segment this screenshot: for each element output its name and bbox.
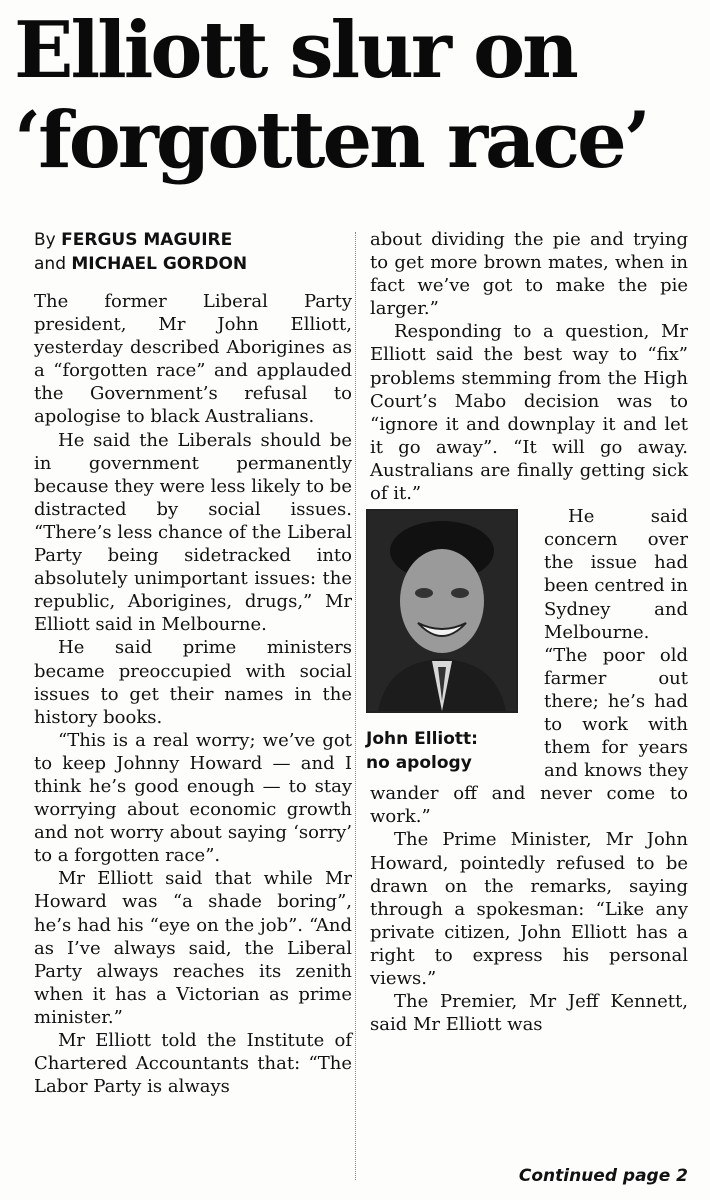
left-column <box>34 228 352 1098</box>
paragraph: The former Liberal Party president, Mr John Elliott, yesterday described Aborigines as a “forgotten race” and applauded the Government’s refusal to apologise to black Australians. <box>34 291 352 428</box>
photo-block <box>366 509 534 775</box>
caption-line-1: John Elliott: <box>366 729 478 750</box>
headline-line-1: Elliott slur on <box>14 5 576 96</box>
byline <box>34 228 352 276</box>
paragraph: The Prime Minister, Mr John Howard, pointedly refused to be drawn on the remarks, saying through a spokesman: “Like any private citizen, John Elliott has a right to express his personal views.” <box>370 829 688 989</box>
right-column <box>366 228 688 1036</box>
portrait-illustration <box>368 511 516 711</box>
photo-caption <box>366 727 534 775</box>
author-2: MICHAEL GORDON <box>71 254 248 274</box>
paragraph: He said the Liberals should be in government permanently because they were less likely to be distracted by social issues. “There’s less chance of the Liberal Party being sidetracked into absolutely unimportant issues: the republic, Aborigines, drugs,” Mr Elliott said in Melbourne. <box>34 429 352 636</box>
paragraph: Responding to a question, Mr Elliott said the best way to “fix” problems stemming from the High Court’s Mabo decision was to “ignore it and downplay it and let it go away”. “It will go away. Australians are finally getting sick of it.” <box>370 321 688 505</box>
paragraph: He said concern over the issue had been centred in Sydney and Melbourne. “The poor old farmer out there; he’s had to work with them for years and knows they wander off and never come to work.” <box>370 506 688 828</box>
portrait-photo <box>366 509 518 713</box>
paragraph: He said prime ministers became preoccupied with social issues to get their names in the history books. <box>34 637 352 728</box>
headline-line-2: ‘forgotten race’ <box>14 95 648 186</box>
paragraph: The Premier, Mr Jeff Kennett, said Mr Elliott was <box>370 991 688 1036</box>
byline-prefix: By <box>34 230 56 250</box>
author-1: FERGUS MAGUIRE <box>61 230 233 250</box>
column-divider <box>355 232 356 1180</box>
paragraph: Mr Elliott told the Institute of Chartered Accountants that: “The Labor Party is always <box>34 1030 352 1098</box>
headline <box>14 6 704 186</box>
byline-joiner: and <box>34 254 66 274</box>
paragraph: “This is a real worry; we’ve got to keep Johnny Howard — and I think he’s good enough — to stay worrying about economic growth and not worry about saying ‘sorry’ to a forgotten race”. <box>34 729 352 867</box>
continued-note[interactable]: Continued page 2 <box>518 1166 688 1186</box>
paragraph: Mr Elliott said that while Mr Howard was “a shade boring”, he’s had his “eye on the job”. “And as I’ve always said, the Liberal Party always reaches its zenith when it has a Victorian as prime minister.” <box>34 868 352 1028</box>
paragraph: about dividing the pie and trying to get more brown mates, when in fact we’ve got to make the pie larger.” <box>370 229 688 320</box>
caption-line-2: no apology <box>366 753 472 774</box>
